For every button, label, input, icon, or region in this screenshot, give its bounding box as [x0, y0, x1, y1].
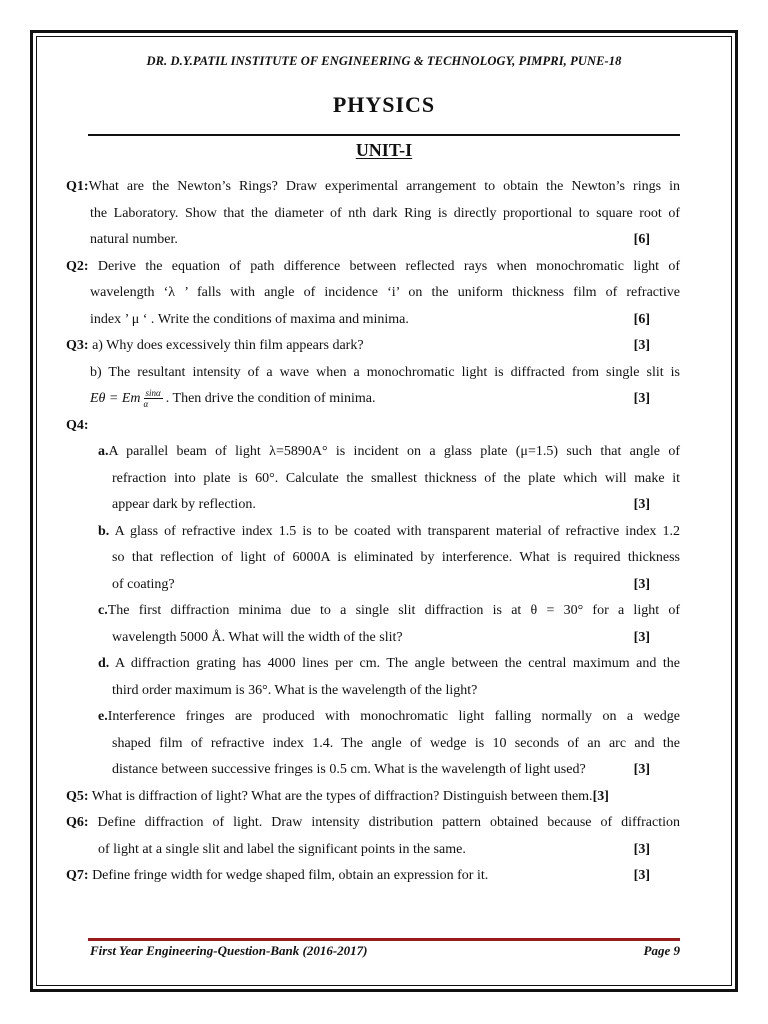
- unit-title-text: UNIT-I: [355, 140, 413, 160]
- q3-line-b2: Eθ = Em $\frac{\sin\alpha}{\alpha}$ . Then drive the condition of minima. [3]: [90, 386, 680, 413]
- q7-marks: [3]: [633, 868, 650, 883]
- q4-b-line-3: of coating? [3]: [112, 572, 680, 599]
- footer-title: First Year Engineering-Question-Bank (2016-2017): [90, 943, 368, 958]
- q5-marks: [3]: [592, 788, 609, 804]
- q1-line-1: Q1:What are the Newton’s Rings? Draw experimental arrangement to obtain the Newton’s rings in: [66, 179, 680, 194]
- q7-line: Q7: Define fringe width for wedge shaped film, obtain an expression for it. [3]: [66, 863, 680, 890]
- q4-b-line-1: b. A glass of refractive index 1.5 is to be coated with transparent material of refractive index 1.2: [98, 523, 680, 539]
- header-divider: [88, 134, 680, 136]
- q3-formula: Eθ = Em: [90, 391, 141, 406]
- q2-line-3: index ’ μ ‘ . Write the conditions of maxima and minima. [6]: [90, 307, 680, 334]
- question-list: [66, 174, 680, 890]
- q5-label: Q5:: [66, 788, 89, 804]
- q4-heading: [66, 413, 680, 440]
- q1-line-3: natural number. [6]: [90, 227, 680, 254]
- subject-title: PHYSICS: [332, 92, 436, 117]
- q6-line-2: of light at a single slit and label the significant points in the same. [3]: [98, 837, 680, 864]
- q4-label: Q4:: [66, 417, 89, 433]
- q6-line-1: Q6: Define diffraction of light. Draw intensity distribution pattern obtained because of diffraction: [66, 815, 680, 830]
- q4-e-line-1: e.Interference fringes are produced with monochromatic light falling normally on a wedge: [98, 709, 680, 724]
- q2-label: Q2:: [66, 258, 89, 274]
- q5-line: Q5: What is diffraction of light? What are the types of diffraction? Distinguish between them.[3]: [66, 788, 609, 804]
- q7-label: Q7:: [66, 868, 89, 883]
- q4-a-line-3: appear dark by reflection. [3]: [112, 492, 680, 519]
- q4-a-marks: [3]: [633, 497, 650, 512]
- q4-a-line-1: a.A parallel beam of light λ=5890A° is incident on a glass plate (μ=1.5) such that angle of: [98, 444, 680, 459]
- q2-line-1: Q2: Derive the equation of path difference between reflected rays when monochromatic light of: [66, 258, 681, 274]
- q1-marks: [6]: [633, 232, 650, 247]
- unit-title: [0, 140, 768, 161]
- q4-e-marks: [3]: [633, 762, 650, 777]
- q4-c-marks: [3]: [633, 629, 650, 645]
- q4-b-line-2: so that reflection of light of 6000A is eliminated by interference. What is required thickness: [112, 550, 680, 565]
- institute-header: DR. D.Y.PATIL INSTITUTE OF ENGINEERING & TECHNOLOGY, PIMPRI, PUNE-18: [146, 54, 622, 68]
- q6-label: Q6:: [66, 815, 89, 830]
- q3-line-a: Q3: a) Why does excessively thin film appears dark? [3]: [66, 333, 680, 360]
- q4-c-line-2: wavelength 5000 Å. What will the width of the slit? [3]: [112, 625, 680, 652]
- page-number: Page 9: [643, 943, 680, 958]
- q3-line-b1: b) The resultant intensity of a wave when a monochromatic light is diffracted from single slit is: [90, 364, 680, 380]
- q4-e-line-3: distance between successive fringes is 0.5 cm. What is the wavelength of light used? [3]: [112, 757, 680, 784]
- footer-divider: [88, 938, 680, 941]
- q4-b-marks: [3]: [633, 576, 650, 592]
- q6-marks: [3]: [633, 841, 650, 857]
- q4-c-line-1: c.The first diffraction minima due to a single slit diffraction is at θ = 30° for a light of: [98, 603, 680, 618]
- q3-a-marks: [3]: [633, 338, 650, 353]
- q4-a-line-2: refraction into plate is 60°. Calculate the smallest thickness of the plate which will make it: [112, 470, 680, 486]
- q2-marks: [6]: [633, 311, 650, 327]
- q1-line-2: the Laboratory. Show that the diameter of nth dark Ring is directly proportional to square root of: [90, 205, 680, 221]
- q3-fraction: $\frac{\sin\alpha}{\alpha}$: [143, 388, 161, 410]
- q2-line-2: wavelength ‘λ ’ falls with angle of incidence ‘i’ on the uniform thickness film of refractive: [90, 285, 680, 300]
- q4-e-line-2: shaped film of refractive index 1.4. The angle of wedge is 10 seconds of an arc and the: [112, 735, 680, 751]
- q3-label: Q3:: [66, 338, 89, 353]
- q4-d-line-2: third order maximum is 36°. What is the wavelength of the light?: [112, 682, 478, 698]
- q3-b-marks: [3]: [633, 391, 650, 406]
- q1-label: Q1:: [66, 179, 89, 194]
- q4-d-line-1: d. A diffraction grating has 4000 lines per cm. The angle between the central maximum and the: [98, 656, 680, 671]
